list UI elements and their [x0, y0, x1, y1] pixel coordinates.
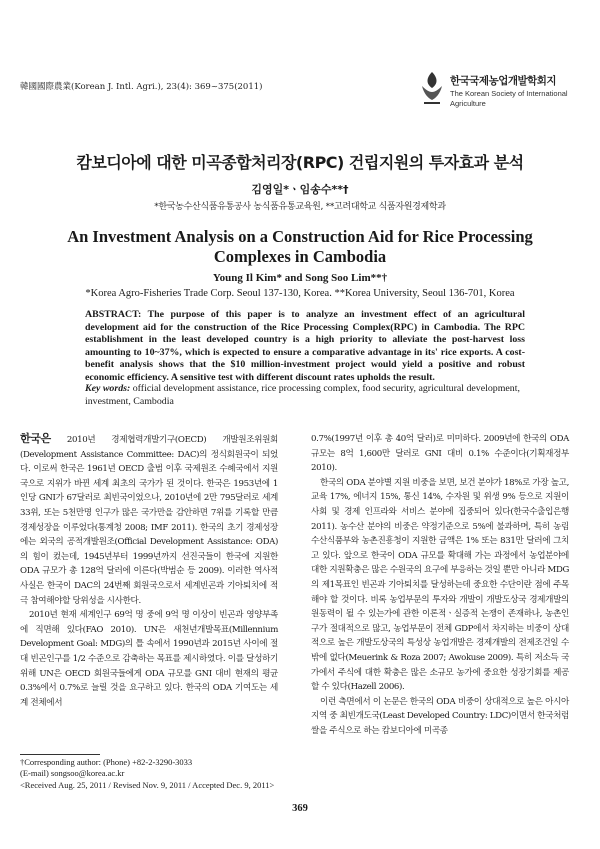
- page-number: 369: [292, 803, 308, 814]
- footnote-email: (E-mail) songsoo@korea.ac.kr: [20, 768, 125, 778]
- footnote-received: <Received Aug. 25, 2011 / Revised Nov. 9, 2011 / Accepted Dec. 9, 2011>: [20, 780, 275, 790]
- footnote-corresponding: †Corresponding author: (Phone) +82-2-3290-3033: [20, 757, 193, 767]
- title-korean: 캄보디아에 대한 미곡종합처리장(RPC) 건립지원의 투자효과 분석: [76, 153, 524, 172]
- body-column-left: [20, 432, 278, 710]
- affiliations-english: *Korea Agro-Fisheries Trade Corp. Seoul 137-130, Korea. **Korea University, Seoul 136-701, Korea: [85, 288, 515, 299]
- society-name-en-line1: The Korean Society of International: [450, 89, 568, 98]
- affiliations-korean: *한국농수산식품유통공사 농식품유통교육원, **고려대학교 식품자원경제학과: [154, 202, 446, 212]
- authors-korean: 김영일*ㆍ임송수**†: [251, 183, 349, 196]
- society-emblem-icon: [418, 70, 446, 106]
- society-name-ko: 한국국제농업개발학회지: [450, 75, 557, 87]
- footnote-divider: [20, 754, 100, 755]
- journal-citation: 韓國國際農業(Korean J. Intl. Agri.), 23(4): 369~375(2011): [20, 82, 263, 92]
- keywords: [85, 383, 525, 408]
- body-column-right: [311, 432, 569, 738]
- lead-word: 한국은: [20, 432, 51, 445]
- keywords-list: official development assistance, rice processing complex, food security, agricultural development, investment, Cambodia: [85, 383, 520, 407]
- title-english: An Investment Analysis on a Construction Aid for Rice Processing Complexes in Cambodia: [67, 227, 533, 266]
- society-name-en-line2: Agriculture: [450, 99, 486, 108]
- society-logo: [418, 68, 593, 112]
- keywords-label: Key words:: [85, 383, 131, 394]
- paragraph: 이런 측면에서 이 논문은 한국의 ODA 비중이 상대적으로 높은 아시아지역 중 최빈개도국(Least Developed Country: LDC)이면서 한국처럼 쌀을 주식으로 하는 캄보디아에 미곡종: [311, 696, 569, 736]
- paragraph: 2010년 현재 세계인구 69억 명 중에 9억 명 이상이 빈곤과 영양부족에 직면해 있다(FAO 2010). UN은 새천년개발목표(Millennium Development Goal: MDG)의 틀 속에서 1990년과 2015년 사이에 절대 빈곤인구를 1/2 수준으로 감축하는 목표를 제시하였다. 이를 달성하기 위해 UN은 OECD 회원국들에게 ODA 규모를 GNI 대비 현재의 평균 0.3%에서 0.7%로 늘릴 것을 요구하고 있다. 한국의 ODA 기여도는 세계 전체에서: [20, 610, 278, 708]
- paragraph: 0.7%(1997년 이후 총 40억 달러)로 미미하다. 2009년에 한국의 ODA 규모는 8억 1,600만 달러로 GNI 대비 0.1% 수준이다(기획재정부 2010).: [311, 434, 569, 474]
- authors-english: Young Il Kim* and Song Soo Lim**†: [212, 272, 388, 284]
- abstract: ABSTRACT: The purpose of this paper is to analyze an investment effect of an agricultural development aid for the construction of the Rice Processing Complex(RPC) in Cambodia. The RPC establishment in the least developed country is a high priority to alleviate the post-harvest loss amounting to 10~37%, which is expected to ensure a comparative advantage in its' rice exports. A cost-benefit analysis shows that the $10 million-investment project would yield a positive and robust economic efficiency. A sensitive test with different discount rates upholds the result.: [85, 309, 525, 383]
- paragraph-text: 2010년 경제협력개발기구(OECD) 개발원조위원회(Development Assistance Committee: DAC)의 정식회원국이 되었다. 이로써 한국은 1961년 OECD 출범 이후 국제원조 수혜국에서 지원국으로 지위가 바뀐 세계 최초의 국가가 된 것이다. 한국은 1953년에 1인당 GNI가 67달러로 최빈국이었으나, 2010년에 2만 795달러로 세계 33위, 또는 5천만명 인구가 많은 국가만을 감안하면 7위를 기록할 만큼 경제성장을 이루었다(통계청 2008; IMF 2011). 한국의 초기 경제성장에는 외국의 공적개발원조(Official Development Assistance: ODA)의 힘이 컸는데, 1945년부터 1999년까지 선진국들이 한국에 지원한 ODA 규모가 총 128억 달러에 이른다(박범순 등 2009). 이러한 역사적 사실은 한국이 DAC의 24번째 회원국으로서 세계빈곤과 기아퇴치에 적극 참여해야할 당위성을 시사한다.: [20, 435, 278, 606]
- paragraph: 한국의 ODA 분야별 지원 비중을 보면, 보건 분야가 18%로 가장 높고, 교육 17%, 에너지 15%, 통신 14%, 수자원 및 위생 9% 등으로 지원이 사회 및 경제 인프라와 서비스 분야에 집중되어 있다(한국수출입은행 2011). 농수산 분야의 비중은 약정기준으로 5%에 불과하며, 특히 농림수산식품부와 농촌진흥청이 지원한 금액은 1% 또는 831만 달러에 그치고 있다. 앞으로 한국이 ODA 규모를 확대해 가는 과정에서 농업분야에 대한 지원확충은 많은 수원국의 요구에 부응하는 것일 뿐만 아니라 MDG의 제1목표인 빈곤과 기아퇴치를 달성하는데 중요한 수단이란 점에 주목해야 할 것이다. 비록 농업부문의 투자와 개발이 개발도상국 경제개발의 원동력이 될 수 있는가에 관한 이론적ㆍ실증적 논쟁이 존재하나, 농촌인구가 절대적으로 많고, 농업부문이 전체 GDP에서 차지하는 비중이 상대적으로 높은 개발도상국의 특성상 농업개발은 경제개발의 전제조건일 수밖에 없다(Meuerink & Roza 2007; Awokuse 2009). 특히 저소득 국가에서 주식에 대한 확충은 많은 소규모 농가에 중요한 성장기회를 제공할 수 있다(Hazell 2006).: [311, 477, 569, 693]
- paragraph: [20, 432, 278, 608]
